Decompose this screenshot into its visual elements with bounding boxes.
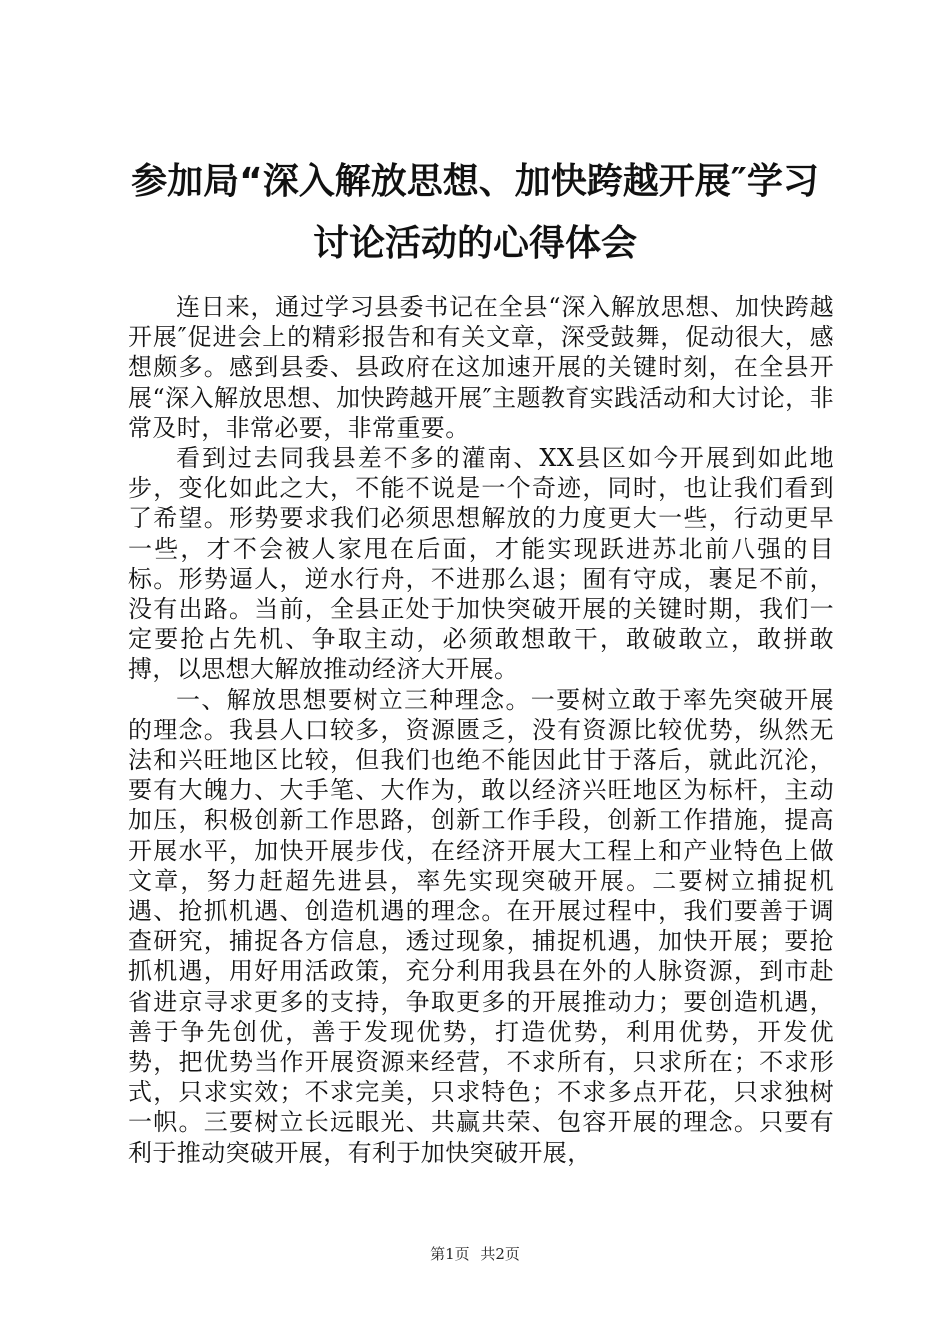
document-title-line-1: 参加局“深入解放思想、加快跨越开展″学习 xyxy=(131,161,819,202)
document-body xyxy=(128,292,834,1168)
page-footer xyxy=(0,1244,950,1264)
body-paragraph-2: 看到过去同我县差不多的灌南、XX县区如今开展到如此地步，变化如此之大，不能不说是一个奇迹，同时，也让我们看到了希望。形势要求我们必须思想解放的力度更大一些，行动更早一些，才不会被人家甩在后面，才能实现跃进苏北前八强的目标。形势逼人，逆水行舟，不进那么退；囿有守成，裹足不前，没有出路。当前，全县正处于加快突破开展的关键时期，我们一定要抢占先机、争取主动，必须敢想敢干，敢破敢立，敢拼敢搏，以思想大解放推动经济大开展。 xyxy=(128,444,834,684)
document-title-line-2: 讨论活动的心得体会 xyxy=(312,223,637,264)
body-paragraph-1: 连日来，通过学习县委书记在全县“深入解放思想、加快跨越开展″促进会上的精彩报告和有关文章，深受鼓舞，促动很大，感想颇多。感到县委、县政府在这加速开展的关键时刻，在全县开展“深入解放思想、加快跨越开展″主题教育实践活动和大讨论，非常及时，非常必要，非常重要。 xyxy=(128,293,834,442)
body-paragraph-3: 一、解放思想要树立三种理念。一要树立敢于率先突破开展的理念。我县人口较多，资源匮乏，没有资源比较优势，纵然无法和兴旺地区比较，但我们也绝不能因此甘于落后，就此沉沦，要有大魄力、大手笔、大作为，敢以经济兴旺地区为标杆，主动加压，积极创新工作思路，创新工作手段，创新工作措施，提高开展水平，加快开展步伐，在经济开展大工程上和产业特色上做文章，努力赶超先进县，率先实现突破开展。二要树立捕捉机遇、抢抓机遇、创造机遇的理念。在开展过程中，我们要善于调查研究，捕捉各方信息，透过现象，捕捉机遇，加快开展；要抢抓机遇，用好用活政策，充分利用我县在外的人脉资源，到市赴省进京寻求更多的支持，争取更多的开展推动力；要创造机遇，善于争先创优，善于发现优势，打造优势，利用优势，开发优势，把优势当作开展资源来经营，不求所有，只求所在；不求形式，只求实效；不求完美，只求特色；不求多点开花，只求独树一帜。三要树立长远眼光、共赢共荣、包容开展的理念。只要有利于推动突破开展，有利于加快突破开展， xyxy=(128,685,834,1167)
page-number: 第1页 xyxy=(430,1245,470,1263)
page-total: 共2页 xyxy=(480,1245,520,1263)
